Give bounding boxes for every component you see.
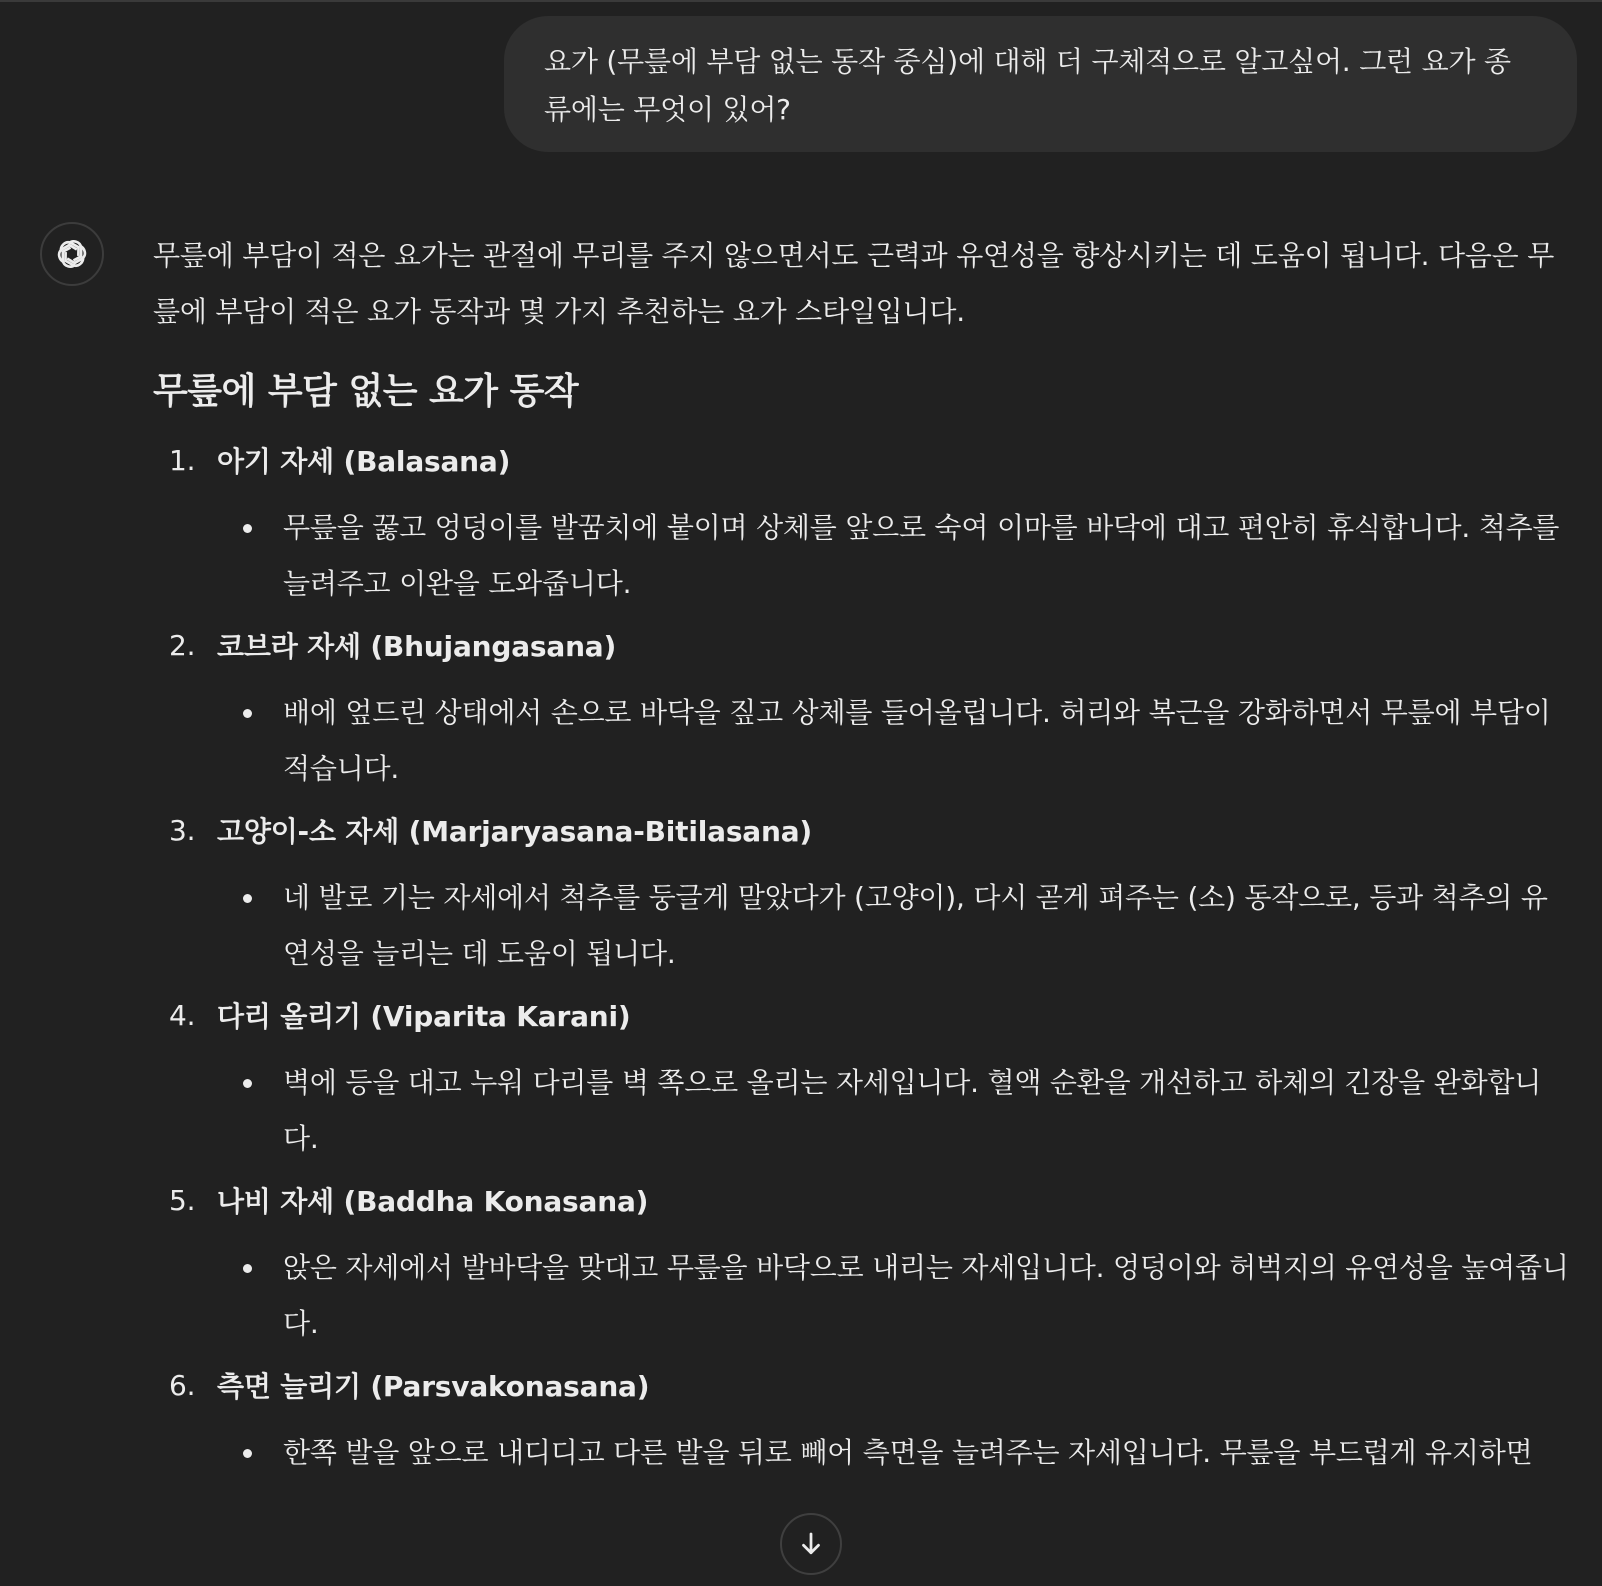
pose-title-row: [153, 615, 1573, 675]
bullet-icon: [243, 1264, 252, 1273]
bullet-icon: [243, 524, 252, 533]
section-heading: 무릎에 부담 없는 요가 동작: [153, 371, 579, 412]
pose-item-marjaryasana: [153, 800, 1573, 982]
pose-title-row: [153, 800, 1573, 860]
pose-title: 측면 늘리기 (Parsvakonasana): [217, 1370, 650, 1403]
bullet-icon: [243, 894, 252, 903]
pose-number: 6.: [169, 1368, 196, 1402]
pose-title: 코브라 자세 (Bhujangasana): [217, 630, 617, 663]
pose-number: 3.: [169, 813, 196, 847]
pose-description: [153, 1240, 1573, 1352]
pose-title-row: [153, 1355, 1573, 1415]
pose-number: 1.: [169, 443, 196, 477]
pose-item-bhujangasana: [153, 615, 1573, 797]
assistant-message: [153, 228, 1573, 1484]
pose-description-text: 한쪽 발을 앞으로 내디디고 다른 발을 뒤로 빼어 측면을 늘려주는 자세입니다. 무릎을 부드럽게 유지하면: [283, 1436, 1533, 1469]
pose-description-text: 배에 엎드린 상태에서 손으로 바닥을 짚고 상체를 들어올립니다. 허리와 복근을 강화하면서 무릎에 부담이 적습니다.: [283, 696, 1551, 785]
pose-title: 나비 자세 (Baddha Konasana): [217, 1185, 649, 1218]
pose-description: [153, 500, 1573, 612]
bullet-icon: [243, 1079, 252, 1088]
pose-description-text: 앉은 자세에서 발바닥을 맞대고 무릎을 바닥으로 내리는 자세입니다. 엉덩이와 허벅지의 유연성을 높여줍니다.: [283, 1251, 1569, 1340]
pose-description: [153, 685, 1573, 797]
pose-description: [153, 1055, 1573, 1167]
assistant-avatar: [40, 222, 104, 286]
pose-item-balasana: [153, 430, 1573, 612]
pose-title: 아기 자세 (Balasana): [217, 445, 511, 478]
bullet-icon: [243, 709, 252, 718]
scroll-to-bottom-button[interactable]: [780, 1513, 842, 1575]
top-divider: [0, 0, 1602, 2]
pose-title-row: [153, 985, 1573, 1045]
pose-number: 5.: [169, 1183, 196, 1217]
assistant-intro: 무릎에 부담이 적은 요가는 관절에 무리를 주지 않으면서도 근력과 유연성을 향상시키는 데 도움이 됩니다. 다음은 무릎에 부담이 적은 요가 동작과 몇 가지 추천하는 요가 스타일입니다.: [153, 239, 1555, 328]
pose-title: 고양이-소 자세 (Marjaryasana-Bitilasana): [217, 815, 813, 848]
user-message-bubble: [504, 16, 1577, 152]
pose-description: [153, 1425, 1573, 1481]
pose-title-row: [153, 430, 1573, 490]
pose-list: [153, 430, 1573, 1481]
pose-number: 2.: [169, 628, 196, 662]
pose-description-text: 벽에 등을 대고 누워 다리를 벽 쪽으로 올리는 자세입니다. 혈액 순환을 개선하고 하체의 긴장을 완화합니다.: [283, 1066, 1542, 1155]
bullet-icon: [243, 1449, 252, 1458]
pose-title-row: [153, 1170, 1573, 1230]
pose-title: 다리 올리기 (Viparita Karani): [217, 1000, 631, 1033]
arrow-down-icon: [796, 1529, 826, 1559]
pose-description: [153, 870, 1573, 982]
user-message-text: 요가 (무릎에 부담 없는 동작 중심)에 대해 더 구체적으로 알고싶어. 그런 요가 종류에는 무엇이 있어?: [544, 45, 1511, 126]
pose-item-viparita-karani: [153, 985, 1573, 1167]
pose-description-text: 무릎을 꿇고 엉덩이를 발꿈치에 붙이며 상체를 앞으로 숙여 이마를 바닥에 대고 편안히 휴식합니다. 척추를 늘려주고 이완을 도와줍니다.: [283, 511, 1560, 600]
openai-logo-icon: [53, 235, 91, 273]
pose-number: 4.: [169, 998, 196, 1032]
pose-description-text: 네 발로 기는 자세에서 척추를 둥글게 말았다가 (고양이), 다시 곧게 펴주는 (소) 동작으로, 등과 척추의 유연성을 늘리는 데 도움이 됩니다.: [283, 881, 1548, 970]
pose-item-parsvakonasana: [153, 1355, 1573, 1481]
pose-item-baddha-konasana: [153, 1170, 1573, 1352]
